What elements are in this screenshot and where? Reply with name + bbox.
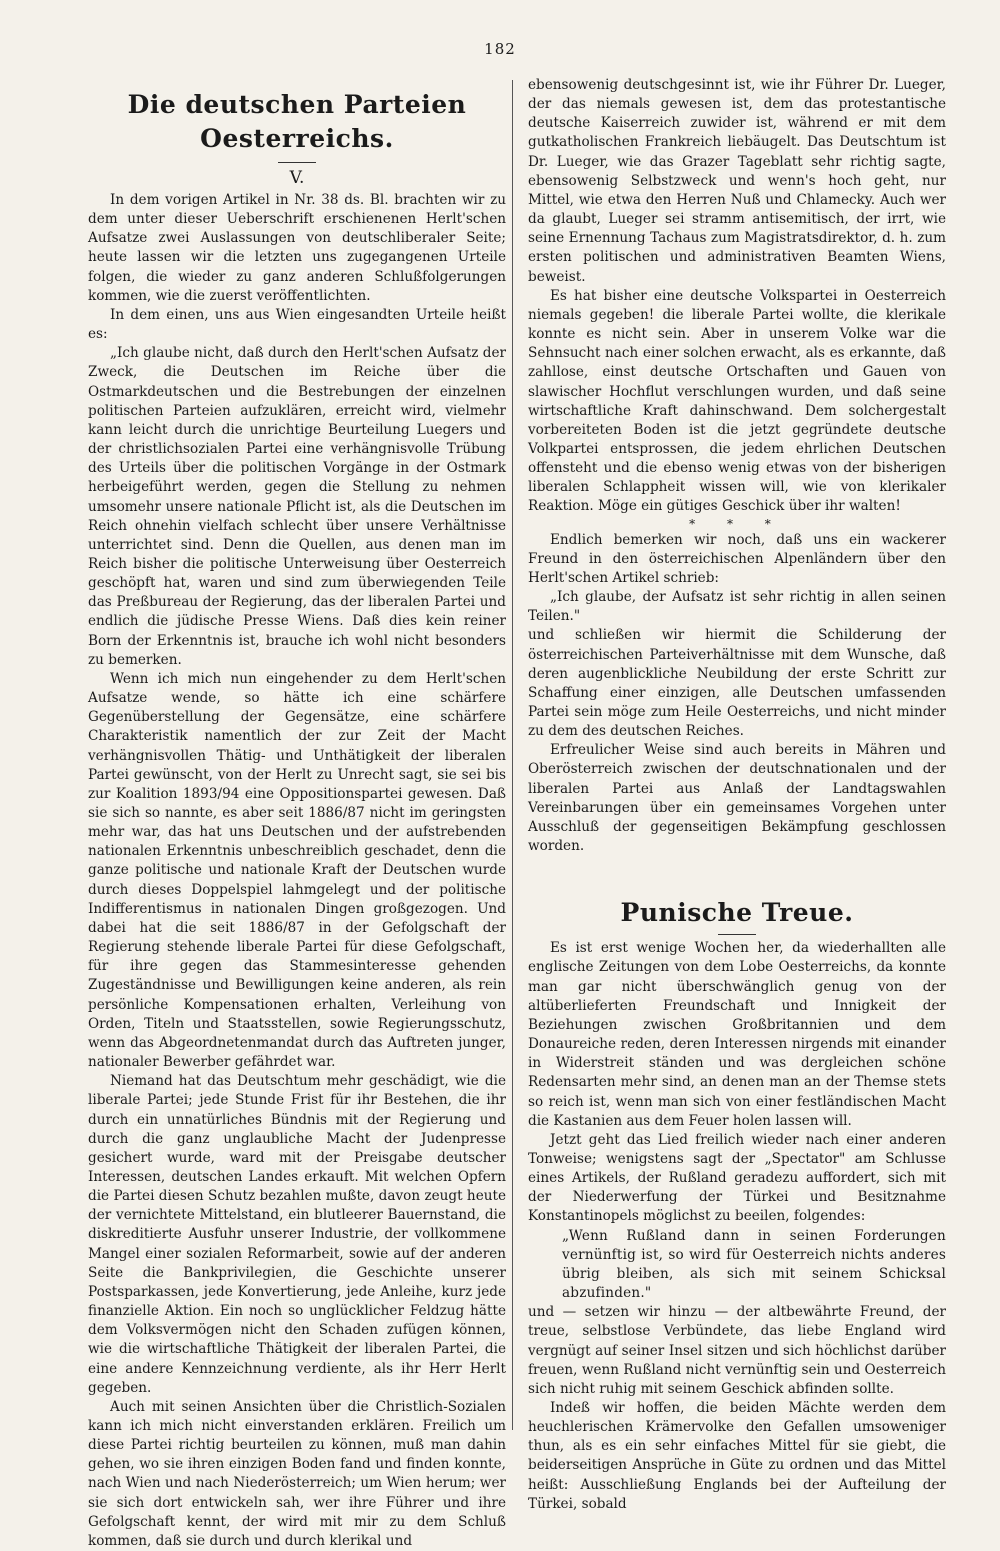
- paragraph: Es ist erst wenige Wochen her, da wiederhallten alle englische Zeitungen von dem Lobe Oesterreichs, da konnte man gar nicht überschwänglich genug von der altüberlieferten Freundschaft und Innigkeit der Beziehungen zwischen Großbritannien und dem Donaureiche reden, deren Interessen nirgends mit einander in Widerstreit ständen und was dergleichen schöne Redensarten mehr sind, an denen man an der Themse stets so reich ist, wenn man sich von einer festländischen Macht die Kastanien aus dem Feuer holen lassen will.: [528, 940, 946, 1129]
- paragraph: und schließen wir hiermit die Schilderung der österreichischen Parteiverhältnisse mit dem Wunsche, daß deren augenblickliche Neubildung der erste Schritt zur Schaffung einer einzigen, alle Deutschen umfassenden Partei sein möge zum Heile Oesterreichs, und nicht minder zu dem des deutschen Reiches.: [528, 627, 946, 740]
- paragraph: Endlich bemerken wir noch, daß uns ein wackerer Freund in den österreichischen Alpenländern über den Herlt'schen Artikel schrieb:: [528, 531, 946, 586]
- section-numeral: V.: [289, 168, 305, 188]
- left-column: [88, 76, 506, 1551]
- paragraph: Indeß wir hoffen, die beiden Mächte werden dem heuchlerischen Krämervolke den Gefallen umsoweniger thun, als es ein sehr einfaches Mittel für sie giebt, die beiderseitigen Ansprüche in Güte zu ordnen und das Mittel heißt: Ausschließung Englands bei der Aufteilung der Türkei, sobald: [528, 1400, 946, 1512]
- spectator-quote: „Wenn Rußland dann in seinen Forderungen vernünftig ist, so wird für Oesterreich nichts anderes übrig bleiben, als sich mit seinem Schicksal abzufinden.": [562, 1227, 946, 1302]
- paragraph: In dem einen, uns aus Wien eingesandten Urteile heißt es:: [88, 306, 506, 343]
- paragraph: ebensowenig deutschgesinnt ist, wie ihr Führer Dr. Lueger, der das niemals gewesen ist, dem das protestantische deutsche Kaiserreich zuwider ist, während er mit dem gutkatholischen Frankreich liebäugelt. Das Deutschtum ist Dr. Lueger, wie das Grazer Tageblatt sehr richtig sagte, ebensowenig Selbstzweck und wenn's hoch geht, nur Mittel, wie etwa den Herren Nuß und Chlamecky. Auch wer da glaubt, Lueger sei stramm antisemitisch, der irrt, wie seine Ernennung Tachaus zum Magistratsdirektor, d. h. zum ersten politischen und administrativen Beamten Wiens, beweist.: [528, 77, 946, 285]
- quote: „Ich glaube, der Aufsatz ist sehr richtig in allen seinen Teilen.": [528, 589, 946, 625]
- article-title-parteien: Die deutschen Parteien Oesterreichs.: [127, 90, 467, 153]
- paragraph: Auch mit seinen Ansichten über die Christlich-Sozialen kann ich mich nicht einverstanden erklären. Freilich um diese Partei richtig beurteilen zu können, muß man dahin gehen, wo sie ihren einzigen Boden fand und finden konnte, nach Wien und nach Niederösterreich; um Wien herum; wer sie sich dort entwickeln sah, wer ihre Führer und ihre Gefolgschaft kennt, der wird mit mir zu dem Schluß kommen, daß sie durch und durch klerikal und: [88, 1398, 506, 1549]
- page-number: 182: [484, 40, 516, 58]
- paragraph: Wenn ich mich nun eingehender zu dem Herlt'schen Aufsatze wende, so hätte ich eine schärfere Gegenüberstellung der Gegensätze, eine schärfere Charakteristik namentlich der zur Zeit der Macht verhängnisvollen Thätig- und Unthätigkeit der liberalen Partei gewünscht, von der Herlt zu Unrecht sagt, sie sei bis zur Koalition 1893/94 eine Oppositionspartei gewesen. Daß sie sich so nannte, es aber seit 1886/87 nicht im geringsten mehr war, das hat uns Deutschen und der aufstrebenden nationalen Erkenntnis unbeschreiblich geschadet, denn die ganze politische und nationale Kraft der Deutschen wurde durch dieses Doppelspiel lahmgelegt und der politische Indifferentismus in nationalen Dingen großgezogen. Und dabei hat die seit 1886/87 in der Gefolgschaft der Regierung stehende liberale Partei für diese Gefolgschaft, für ihre gegen das Stammesinteresse gehenden Zugeständnisse und Bewilligungen keine anderen, als rein persönliche Kompensationen erhalten, Verleihung von Orden, Titeln und Staatsstellen, sowie Regierungsschutz, wenn das Abgeordnetenmandat durch das Auftreten junger, nationaler Bewerber gefährdet war.: [88, 670, 506, 1071]
- title-divider: [278, 162, 316, 163]
- paragraph: und — setzen wir hinzu — der altbewährte Freund, der treue, selbstlose Verbündete, das liebe England wird vergnügt auf seiner Insel sitzen und sich höchlichst darüber freuen, wenn Rußland nicht vernünftig sein und Oesterreich sich nicht ruhig mit seinem Geschick abfinden sollte.: [528, 1304, 946, 1397]
- paragraph: Es hat bisher eine deutsche Volkspartei in Oesterreich niemals gegeben! die liberale Partei wollte, die klerikale konnte es nicht sein. Aber in unserem Volke war die Sehnsucht nach einer solchen erwacht, als es erkannte, daß zahllose, einst deutsche Ortschaften und Gauen von slawischer Hochflut verschlungen wurden, und daß seine wirtschaftliche Kraft dahinschwand. Dem solchergestalt vorbereiteten Boden ist die jetzt gegründete deutsche Volkpartei entsprossen, die jedem ehrlichen Deutschen offensteht und die ebenso wenig etwas von der bisherigen liberalen Schlappheit wissen will, wie von klerikaler Reaktion. Möge ein gütiges Geschick über ihr walten!: [528, 287, 946, 515]
- title-divider: [718, 934, 756, 935]
- article-title-punische-treue: Punische Treue.: [620, 898, 854, 928]
- section-asterisks: * * *: [689, 516, 785, 531]
- paragraph: Jetzt geht das Lied freilich wieder nach einer anderen Tonweise; wenigstens sagt der „Spectator" am Schlusse eines Artikels, der Rußland geradezu auffordert, sich mit der Niederwerfung der Türkei und Besitznahme Konstantinopels möglichst zu beeilen, folgendes:: [528, 1131, 946, 1225]
- right-column: [528, 76, 946, 1514]
- paragraph: Erfreulicher Weise sind auch bereits in Mähren und Oberösterreich zwischen der deutschnationalen und der liberalen Partei aus Anlaß der Landtagswahlen Vereinbarungen über ein gemeinsames Vorgehen unter Ausschluß der gegenseitigen Bekämpfung geschlossen worden.: [528, 742, 946, 855]
- paragraph: „Ich glaube nicht, daß durch den Herlt'schen Aufsatz der Zweck, die Deutschen im Reiche über die Ostmarkdeutschen und die Bestrebungen der einzelnen politischen Parteien aufzuklären, erreicht wird, vielmehr kann leicht durch die unrichtige Beurteilung Luegers und der christlichsozialen Partei eine verhängnisvolle Trübung des Urteils über die politischen Vorgänge in der Ostmark herbeigeführt werden, gegen die Stellung zu nehmen umsomehr unsere nationale Pflicht ist, als die Deutschen im Reich ohnehin vielfach schlecht über unsere Verhältnisse unterrichtet sind. Denn die Quellen, aus denen man im Reich bisher die politische Unterweisung über Oesterreich geschöpft hat, waren und sind zum überwiegenden Teile das Preßbureau der Regierung, das der liberalen Partei und endlich die jüdische Presse Wiens. Daß dies kein reiner Born der Erkenntnis ist, brauche ich wohl nicht besonders zu bemerken.: [88, 345, 506, 668]
- paragraph: In dem vorigen Artikel in Nr. 38 ds. Bl. brachten wir zu dem unter dieser Ueberschrift erschienenen Herlt'schen Aufsatze zwei Auslassungen von deutschliberaler Seite; heute lassen wir die letzten uns zugegangenen Urteile folgen, die wieder zu ganz anderen Schlußfolgerungen kommen, wie die zuerst veröffentlichten.: [88, 192, 506, 304]
- column-divider: [512, 80, 513, 1430]
- paragraph: Niemand hat das Deutschtum mehr geschädigt, wie die liberale Partei; jede Stunde Frist für ihr Bestehen, die ihr durch ein unnatürliches Bündnis mit der Regierung und durch die ganz unglaubliche Macht der Judenpresse gesichert wurde, ward mit der Preisgabe deutscher Interessen, deutschen Landes erkauft. Mit welchen Opfern die Partei diesen Schutz bezahlen mußte, davon zeugt heute der vernichtete Mittelstand, ein blutleerer Bauernstand, die diskreditierte Ausfuhr unserer Industrie, der vollkommene Mangel einer sozialen Reformarbeit, sowie auf der anderen Seite die Bankprivilegien, die Geschichte unserer Postsparkassen, jede Konvertierung, jede Anleihe, kurz jede finanzielle Aktion. Ein noch so unglücklicher Feldzug hätte dem Volksvermögen nicht den Schaden zufügen können, wie die wirtschaftliche Thätigkeit der liberalen Partei, die eine andere Kennzeichnung verdiente, als ihr Herr Herlt gegeben.: [88, 1073, 506, 1396]
